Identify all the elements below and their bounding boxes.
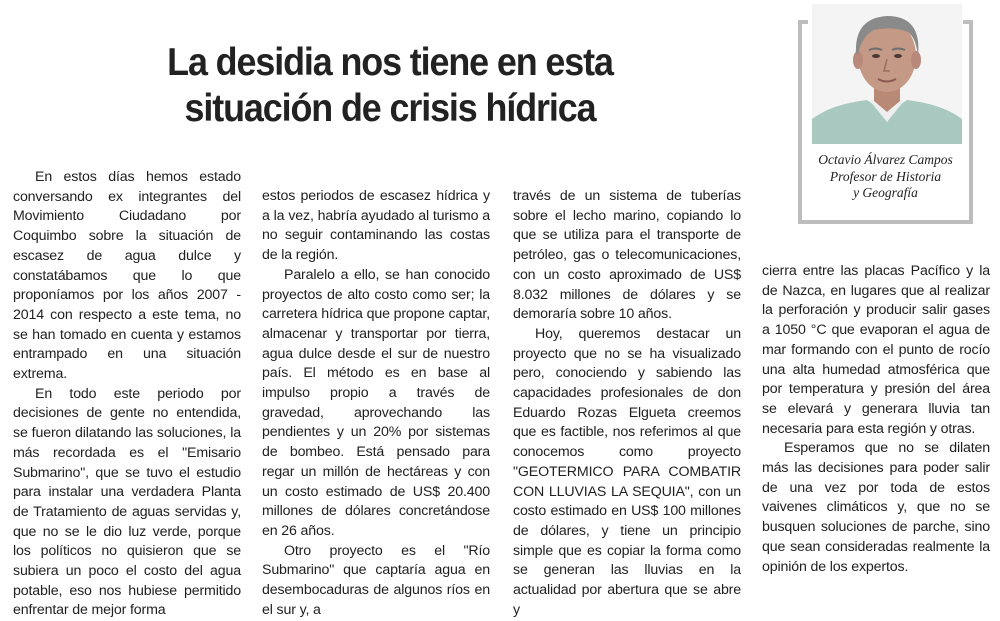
author-role: Profesor de Historia	[829, 168, 942, 184]
paragraph: Esperamos que no se dilaten más las decisiones para poder salir de una vez por toda de estos vaivenes climáticos y, que no se busquen soluciones de parche, sino que sean consideradas realmente la opinión de los expertos.	[762, 440, 990, 575]
paragraph: En estos días hemos estado conversando ex integrantes del Movimiento Ciudadano por Coquimbo sobre la situación de escasez de agua dulce y constatábamos que lo que proponíamos por los años 2007 - 2014 con respecto a este tema, no se han tomado en cuenta y estamos entrampado en una situación extrema.	[13, 169, 241, 383]
author-subject: y Geografía	[853, 185, 918, 200]
article-column-2	[262, 187, 490, 620]
paragraph: Otro proyecto es el "Río Submarino" que captaría agua en desembocaduras de algunos ríos en el sur y, a	[262, 542, 490, 618]
paragraph: estos periodos de escasez hídrica y a la vez, habría ayudado al turismo a no seguir contaminando las costas de la región.	[262, 188, 490, 264]
article-column-3	[513, 187, 741, 620]
paragraph: Paralelo a ello, se han conocido proyectos de alto costo como ser; la carretera hídrica que propone captar, almacenar y transportar por tierra, agua dulce desde el sur de nuestro país. El método es en base al impulso propio a través de gravedad, aprovechando las pendientes y un 20% por sistemas de bombeo. Está pensado para regar un millón de hectáreas y con un costo estimado de US$ 20.400 millones de dólares concretándose en 26 años.	[262, 266, 490, 539]
article-headline	[142, 40, 639, 132]
paragraph: través de un sistema de tuberías sobre el lecho marino, copiando lo que se utiliza para el transporte de petróleo, gas o telecomunicaciones, con un costo aproximado de US$ 8.032 millones de dólares y se demoraría sobre 10 años.	[513, 188, 741, 323]
paragraph: cierra entre las placas Pacífico y la de Nazca, en lugares que al realizar la perforación y producir salir gases a 1050 °C que evaporan el agua de mar formando con el punto de rocío una alta humedad atmosférica que por temperatura y presión del área se elevará y generara lluvia tan necesaria para esta región y otras.	[762, 263, 990, 437]
paragraph: En todo este periodo por decisiones de gente no entendida, se fueron dilatando las soluciones, la más recordada es el "Emisario Submarino", que se tuvo el estudio para instalar una verdadera Planta de Tratamiento de aguas servidas y, que no se le dio luz verde, porque los políticos no quisieron que se subiera un poco el costo del agua potable, eso nos hubiese permitido enfrentar de mejor forma	[13, 385, 241, 619]
article-column-4	[762, 262, 990, 577]
headline-line-2: situación de crisis hídrica	[184, 87, 596, 130]
article-column-1	[13, 168, 241, 621]
headline-line-1: La desidia nos tiene en esta	[167, 41, 613, 84]
author-caption	[802, 152, 969, 202]
author-name: Octavio Álvarez Campos	[818, 152, 953, 167]
author-photo	[812, 4, 962, 144]
paragraph: Hoy, queremos destacar un proyecto que no se ha visualizado pero, conociendo y sabiendo las capacidades profesionales de don Eduardo Rozas Elgueta creemos que es factible, nos referimos al que conocemos como proyecto "GEOTERMICO PARA COMBATIR CON LLUVIAS LA SEQUIA", con un costo estimado en US$ 100 millones de dólares, y tiene un principio simple que es copiar la forma como se generan las lluvias en la actualidad por abertura que se abre y	[513, 325, 741, 618]
author-box	[798, 24, 973, 224]
